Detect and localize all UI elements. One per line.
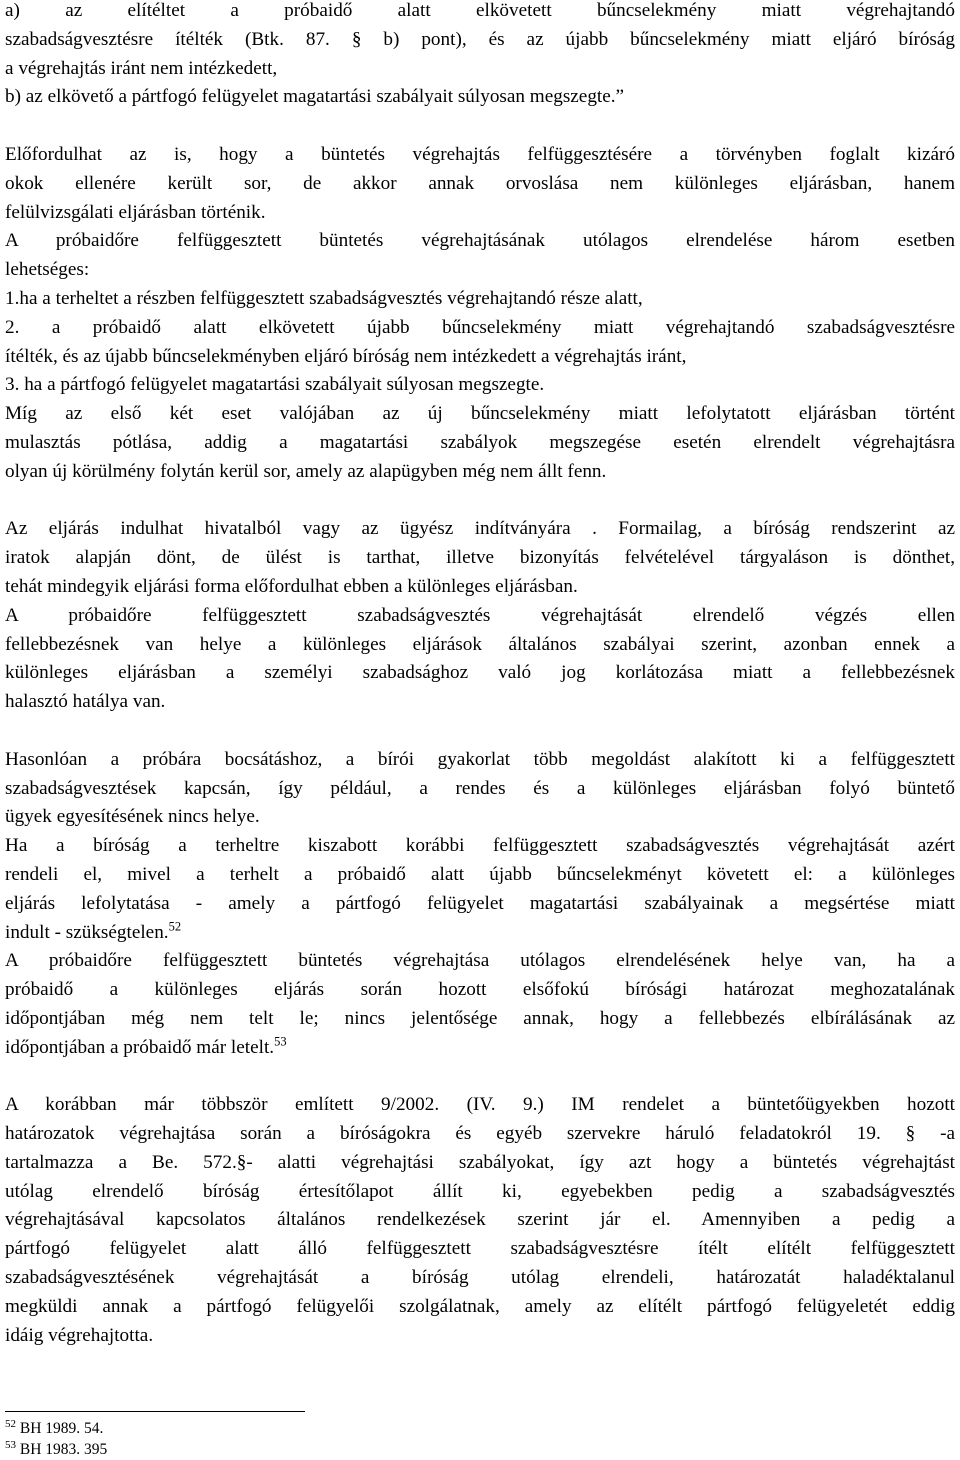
text-line: A próbaidőre felfüggesztett büntetés végrehajtása utólagos elrendelésének helye van, ha a — [5, 950, 955, 972]
text-line: lehetséges: — [5, 259, 90, 281]
text-line: rendeli el, mivel a terhelt a próbaidő alatt újabb bűncselekményt követett el: a különleges — [5, 863, 955, 885]
footnote-item — [5, 1439, 605, 1460]
text-line: szabadságvesztésre ítélték (Btk. 87. § b) pont), és az újabb bűncselekmény miatt eljáró bíróság — [5, 28, 955, 50]
footnote-number: 52 — [5, 1417, 16, 1430]
paragraph-gap — [5, 487, 955, 516]
footnotes — [5, 1418, 605, 1460]
list-item: ítélték, és az újabb bűncselekményben eljáró bíróság nem intézkedett a végrehajtás iránt, — [5, 345, 687, 367]
text-line: utólag elrendelő bíróság értesítőlapot állít ki, egyebekben pedig a szabadságvesztés — [5, 1180, 955, 1202]
paragraph-gap — [5, 1062, 955, 1091]
footnote-item — [5, 1418, 605, 1439]
text-line: szabadságvesztések kapcsán, így például, a rendes és a különleges eljárásban folyó büntető — [5, 777, 955, 799]
list-item: 1.ha a terheltet a részben felfüggesztett szabadságvesztés végrehajtandó része alatt, — [5, 287, 643, 309]
text-line: megküldi annak a pártfogó felügyelői szolgálatnak, amely az elítélt pártfogó felügyeletét eddig — [5, 1295, 955, 1317]
footnote-text: BH 1983. 395 — [19, 1441, 108, 1458]
text-line: fellebbezésnek van helye a különleges eljárások általános szabályai szerint, azonban ennek a — [5, 633, 955, 655]
text-line: felülvizsgálati eljárásban történik. — [5, 201, 266, 223]
text-line-with-footnote — [5, 1034, 955, 1063]
text-line: próbaidő a különleges eljárás során hozott elsőfokú bírósági határozat meghozatalának — [5, 979, 955, 1001]
text-line: a) az elítéltet a próbaidő alatt elkövetett bűncselekmény miatt végrehajtandó — [5, 0, 955, 21]
document-body — [5, 0, 955, 1350]
text-line: mulasztás pótlása, addig a magatartási szabályok megszegése esetén elrendelt végrehajtásra — [5, 431, 955, 453]
footnote-ref-53[interactable]: 53 — [274, 1033, 287, 1048]
text-line: különleges eljárásban a személyi szabadsághoz való jog korlátozása miatt a fellebbezésnek — [5, 662, 955, 684]
footnote-number: 53 — [5, 1438, 16, 1451]
paragraph-gap — [5, 112, 955, 141]
text-line: határozatok végrehajtása során a bíróságokra és egyéb szervekre háruló feladatokról 19. § -a — [5, 1123, 955, 1145]
text-line-with-footnote — [5, 919, 955, 948]
text-line: halasztó hatálya van. — [5, 691, 166, 713]
paragraph-gap — [5, 717, 955, 746]
text-line: olyan új körülmény folytán kerül sor, amely az alapügyben még nem állt fenn. — [5, 460, 607, 482]
footnote-text: BH 1989. 54. — [19, 1420, 104, 1437]
text-line: tehát mindegyik eljárási forma előfordulhat ebben a különleges eljárásban. — [5, 575, 578, 597]
text-line: iratok alapján dönt, de ülést is tarthat, illetve bizonyítás felvételével tárgyaláson is dönthet, — [5, 547, 955, 569]
text-line: Ha a bíróság a terheltre kiszabott korábbi felfüggesztett szabadságvesztés végrehajtását azért — [5, 835, 955, 857]
text-line: Míg az első két eset valójában az új bűncselekmény miatt lefolytatott eljárásban történt — [5, 403, 955, 425]
text-line: A próbaidőre felfüggesztett szabadságvesztés végrehajtását elrendelő végzés ellen — [5, 604, 955, 626]
text-line: ügyek egyesítésének nincs helye. — [5, 806, 260, 828]
text-line: eljárás lefolytatása - amely a pártfogó felügyelet magatartási szabályainak a megsértése miatt — [5, 892, 955, 914]
text-line: Az eljárás indulhat hivatalból vagy az ügyész indítványára . Formailag, a bíróság rendszerint az — [5, 518, 955, 540]
text-line: okok ellenére került sor, de akkor annak orvoslása nem különleges eljárásban, hanem — [5, 172, 955, 194]
text-line: végrehajtásával kapcsolatos általános rendelkezések szerint jár el. Amennyiben a pedig a — [5, 1209, 955, 1231]
footnote-separator — [5, 1411, 305, 1412]
line-text: indult - szükségtelen. — [5, 921, 169, 943]
text-line: tartalmazza a Be. 572.§- alatti végrehajtási szabályokat, így azt hogy a büntetés végrehajtást — [5, 1151, 955, 1173]
text-line: Hasonlóan a próbára bocsátáshoz, a bírói gyakorlat több megoldást alakított ki a felfüggesztett — [5, 748, 955, 770]
text-line: a végrehajtás iránt nem intézkedett, — [5, 57, 278, 79]
text-line: szabadságvesztésének végrehajtását a bíróság utólag elrendeli, határozatát haladéktalanul — [5, 1267, 955, 1289]
footnote-ref-52[interactable]: 52 — [168, 918, 182, 933]
text-line: pártfogó felügyelet alatt álló felfüggesztett szabadságvesztésre ítélt elítélt felfüggesztett — [5, 1238, 955, 1260]
list-item: 3. ha a pártfogó felügyelet magatartási szabályait súlyosan megszegte. — [5, 374, 545, 396]
list-item: 2. a próbaidő alatt elkövetett újabb bűncselekmény miatt végrehajtandó szabadságvesztésre — [5, 316, 955, 338]
text-line: A korábban már többször említett 9/2002. (IV. 9.) IM rendelet a büntetőügyekben hozott — [5, 1094, 955, 1116]
text-line: időpontjában még nem telt le; nincs jelentősége annak, hogy a fellebbezés elbírálásának az — [5, 1007, 955, 1029]
text-line: b) az elkövető a pártfogó felügyelet magatartási szabályait súlyosan megszegte.” — [5, 86, 625, 108]
text-line: A próbaidőre felfüggesztett büntetés végrehajtásának utólagos elrendelése három esetben — [5, 230, 955, 252]
text-line: idáig végrehajtotta. — [5, 1324, 154, 1346]
text-line: Előfordulhat az is, hogy a büntetés végrehajtás felfüggesztésére a törvényben foglalt kizáró — [5, 143, 955, 165]
line-text: időpontjában a próbaidő már letelt. — [5, 1036, 275, 1058]
